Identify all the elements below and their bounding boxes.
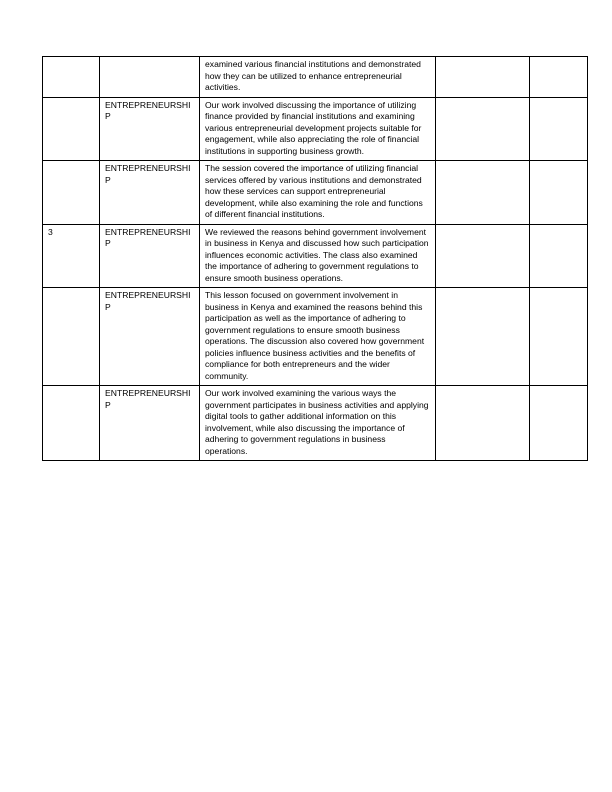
column-4-cell <box>436 386 530 461</box>
subject-cell: ENTREPRENEURSHIP <box>100 224 200 288</box>
column-4-cell <box>436 57 530 98</box>
subject-cell: ENTREPRENEURSHIP <box>100 288 200 386</box>
column-4-cell <box>436 224 530 288</box>
week-cell <box>43 97 100 161</box>
column-4-cell <box>436 97 530 161</box>
lesson-log-table <box>42 56 588 461</box>
column-5-cell <box>530 386 588 461</box>
week-cell: 3 <box>43 224 100 288</box>
subject-cell <box>100 57 200 98</box>
column-5-cell <box>530 161 588 225</box>
column-4-cell <box>436 161 530 225</box>
description-cell: This lesson focused on government involvement in business in Kenya and examined the reasons behind this participation as well as the importance of adhering to government regulations to ensure smooth business operations. The discussion also covered how government policies influence business activities and the benefits of compliance for both entrepreneurs and the wider community. <box>200 288 436 386</box>
description-cell: examined various financial institutions and demonstrated how they can be utilized to enhance entrepreneurial activities. <box>200 57 436 98</box>
subject-cell: ENTREPRENEURSHIP <box>100 161 200 225</box>
description-cell: Our work involved discussing the importance of utilizing finance provided by financial institutions and examining various entrepreneurial development projects suitable for engagement, while also appreciating the role of financial institutions in supporting business growth. <box>200 97 436 161</box>
table-row <box>43 57 588 98</box>
table-row <box>43 161 588 225</box>
subject-cell: ENTREPRENEURSHIP <box>100 386 200 461</box>
subject-cell: ENTREPRENEURSHIP <box>100 97 200 161</box>
table-row <box>43 386 588 461</box>
table-row <box>43 288 588 386</box>
week-cell <box>43 161 100 225</box>
week-cell <box>43 57 100 98</box>
week-cell <box>43 386 100 461</box>
description-cell: We reviewed the reasons behind government involvement in business in Kenya and discussed how such participation influences economic activities. The class also examined the importance of adhering to government regulations to ensure smooth business operations. <box>200 224 436 288</box>
description-cell: Our work involved examining the various ways the government participates in business activities and applying digital tools to gather additional information on this involvement, while also discussing the importance of adhering to government regulations in business operations. <box>200 386 436 461</box>
column-5-cell <box>530 224 588 288</box>
table-row <box>43 97 588 161</box>
week-cell <box>43 288 100 386</box>
column-5-cell <box>530 97 588 161</box>
table-row <box>43 224 588 288</box>
column-4-cell <box>436 288 530 386</box>
description-cell: The session covered the importance of utilizing financial services offered by various institutions and demonstrated how these services can support entrepreneurial development, while also examining the role and functions of different financial institutions. <box>200 161 436 225</box>
column-5-cell <box>530 288 588 386</box>
column-5-cell <box>530 57 588 98</box>
